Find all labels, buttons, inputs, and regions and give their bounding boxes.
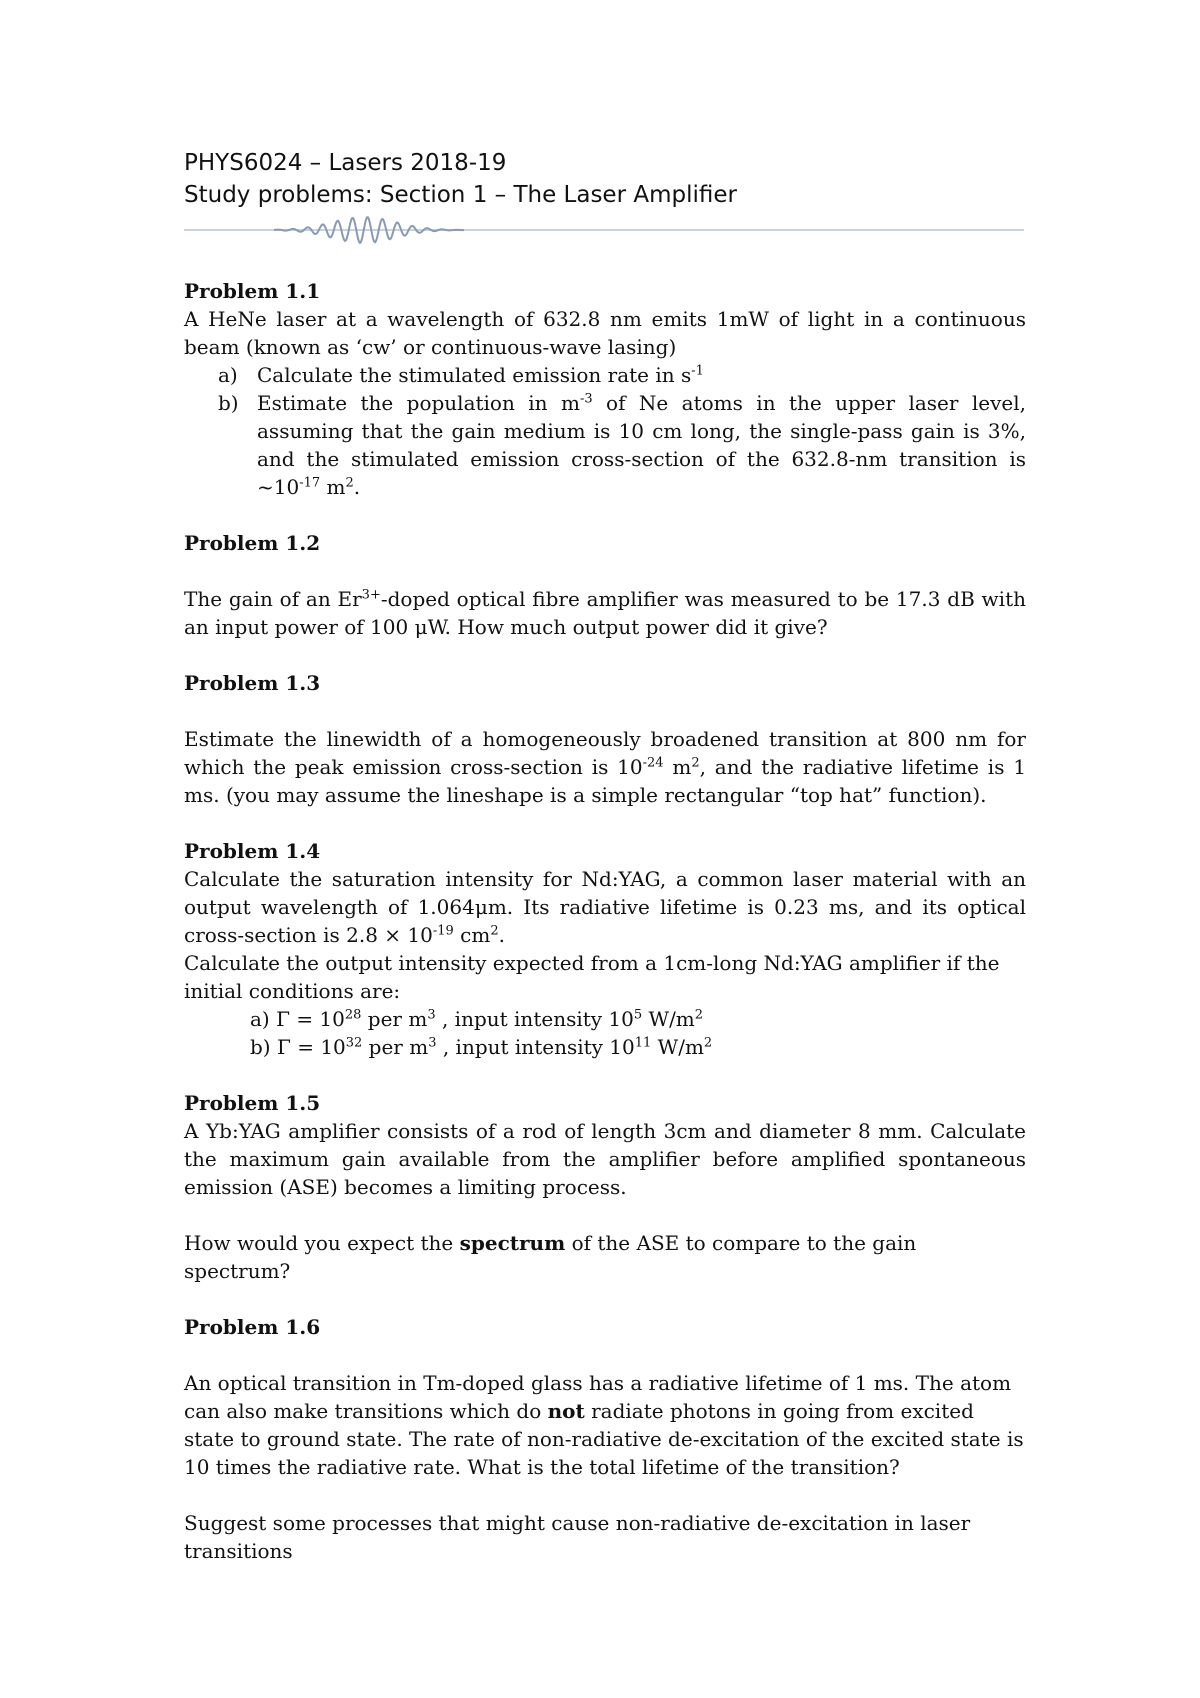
problem-1-1-part-b: [184, 389, 1026, 501]
superscript: 28: [344, 1007, 362, 1023]
part-text: of Ne atoms in the upper laser level, assuming that the gain medium is 10 cm long, the single-pass gain is 3%, and the stimulated emission cross-section of the 632.8-nm transition is ~10: [257, 391, 1026, 499]
problem-1-4-title: Problem 1.4: [184, 839, 321, 863]
text-run: How would you expect the: [184, 1231, 460, 1255]
superscript: -3: [579, 391, 593, 407]
problem-1-1-intro: A HeNe laser at a wavelength of 632.8 nm emits 1mW of light in a continuous beam (known as ‘cw’ or continuous-wave lasing): [184, 307, 1026, 359]
text-run: a) Γ = 10: [250, 1007, 345, 1031]
text-run: m: [663, 755, 692, 779]
problem-1-5-text: A Yb:YAG amplifier consists of a rod of length 3cm and diameter 8 mm. Calculate the maximum gain available from the amplifier before amplified spontaneous emission (ASE) becomes a limiting process.: [184, 1119, 1026, 1199]
text-run: W/m: [642, 1007, 695, 1031]
superscript: -19: [432, 923, 454, 939]
course-title: PHYS6024 – Lasers 2018-19: [184, 150, 507, 176]
superscript: 3+: [361, 587, 381, 603]
text-run: b) Γ = 10: [250, 1035, 346, 1059]
problem-1-6-text: [184, 1369, 1026, 1481]
superscript: 2: [490, 923, 499, 939]
problem-1-2-title: Problem 1.2: [184, 531, 321, 555]
emphasis: not: [547, 1399, 585, 1423]
part-text: Estimate the population in m: [257, 391, 580, 415]
text-run: W/m: [651, 1035, 704, 1059]
problem-1-3-title: Problem 1.3: [184, 671, 321, 695]
wave-divider-icon: [184, 210, 1024, 246]
problem-1-4-conditions-intro: Calculate the output intensity expected from a 1cm-long Nd:YAG amplifier if the initial conditions are:: [184, 951, 1000, 1003]
text-run: radiate photons in going from excited state to ground state. The rate of non-radiative de-excitation of the excited state is 10 times the radiative rate. What is the total lifetime of the transition?: [184, 1399, 1024, 1479]
superscript: 2: [345, 475, 354, 491]
superscript: 5: [633, 1007, 643, 1023]
text-run: .: [498, 923, 505, 947]
text-run: per m: [361, 1007, 428, 1031]
problems-body: [184, 277, 1026, 1565]
superscript: 2: [694, 1007, 704, 1023]
superscript: -1: [691, 363, 704, 379]
text-run: The gain of an Er: [184, 587, 362, 611]
superscript: 32: [345, 1035, 363, 1051]
text-run: , and the radiative lifetime is 1 ms. (you may assume the lineshape is a simple rectangular “top hat” function).: [184, 755, 1026, 807]
superscript: 2: [691, 755, 700, 771]
section-title: Study problems: Section 1 – The Laser Amplifier: [184, 182, 737, 208]
text-run: An optical transition in Tm-doped glass has a radiative lifetime of 1 ms. The atom can also make transitions which do: [184, 1371, 1012, 1423]
problem-1-2-text: [184, 585, 1026, 641]
text-run: of the ASE to compare to the gain spectrum?: [184, 1231, 917, 1283]
part-label: a): [218, 363, 238, 387]
text-run: Calculate the saturation intensity for Nd:YAG, a common laser material with an output wavelength of 1.064μm. Its radiative lifetime is 0.23 ms, and its optical cross-section is 2.8 × 10: [184, 867, 1026, 947]
problem-1-6-question: Suggest some processes that might cause non-radiative de-excitation in laser transitions: [184, 1511, 971, 1563]
part-text: .: [353, 475, 361, 499]
text-run: , input intensity 10: [435, 1007, 634, 1031]
superscript: -17: [299, 475, 321, 491]
superscript: 3: [428, 1035, 437, 1051]
problem-1-3-text: [184, 725, 1026, 809]
emphasis: spectrum: [459, 1231, 566, 1255]
part-text: m: [320, 475, 346, 499]
text-run: per m: [362, 1035, 429, 1059]
problem-1-4-text: [184, 865, 1026, 949]
problem-1-1-title: Problem 1.1: [184, 279, 321, 303]
text-run: , input intensity 10: [436, 1035, 635, 1059]
problem-1-1-parts: [184, 361, 1026, 501]
superscript: 11: [634, 1035, 652, 1051]
superscript: 2: [703, 1035, 713, 1051]
problem-1-5-title: Problem 1.5: [184, 1091, 321, 1115]
problem-1-4-condition-a: [184, 1005, 1026, 1033]
text-run: -doped optical fibre amplifier was measured to be 17.3 dB with an input power of 100 μW. How much output power did it give?: [184, 587, 1026, 639]
problem-1-6-title: Problem 1.6: [184, 1315, 321, 1339]
problem-1-4-condition-b: [184, 1033, 1026, 1061]
part-label: b): [218, 391, 239, 415]
part-text: Calculate the stimulated emission rate in s: [257, 363, 692, 387]
problem-1-1-part-a: [184, 361, 1026, 389]
problem-1-5-question: [184, 1229, 1026, 1285]
superscript: 3: [427, 1007, 436, 1023]
superscript: -24: [642, 755, 664, 771]
text-run: cm: [453, 923, 491, 947]
text-run: Estimate the linewidth of a homogeneously broadened transition at 800 nm for which the peak emission cross-section is 10: [184, 727, 1026, 779]
